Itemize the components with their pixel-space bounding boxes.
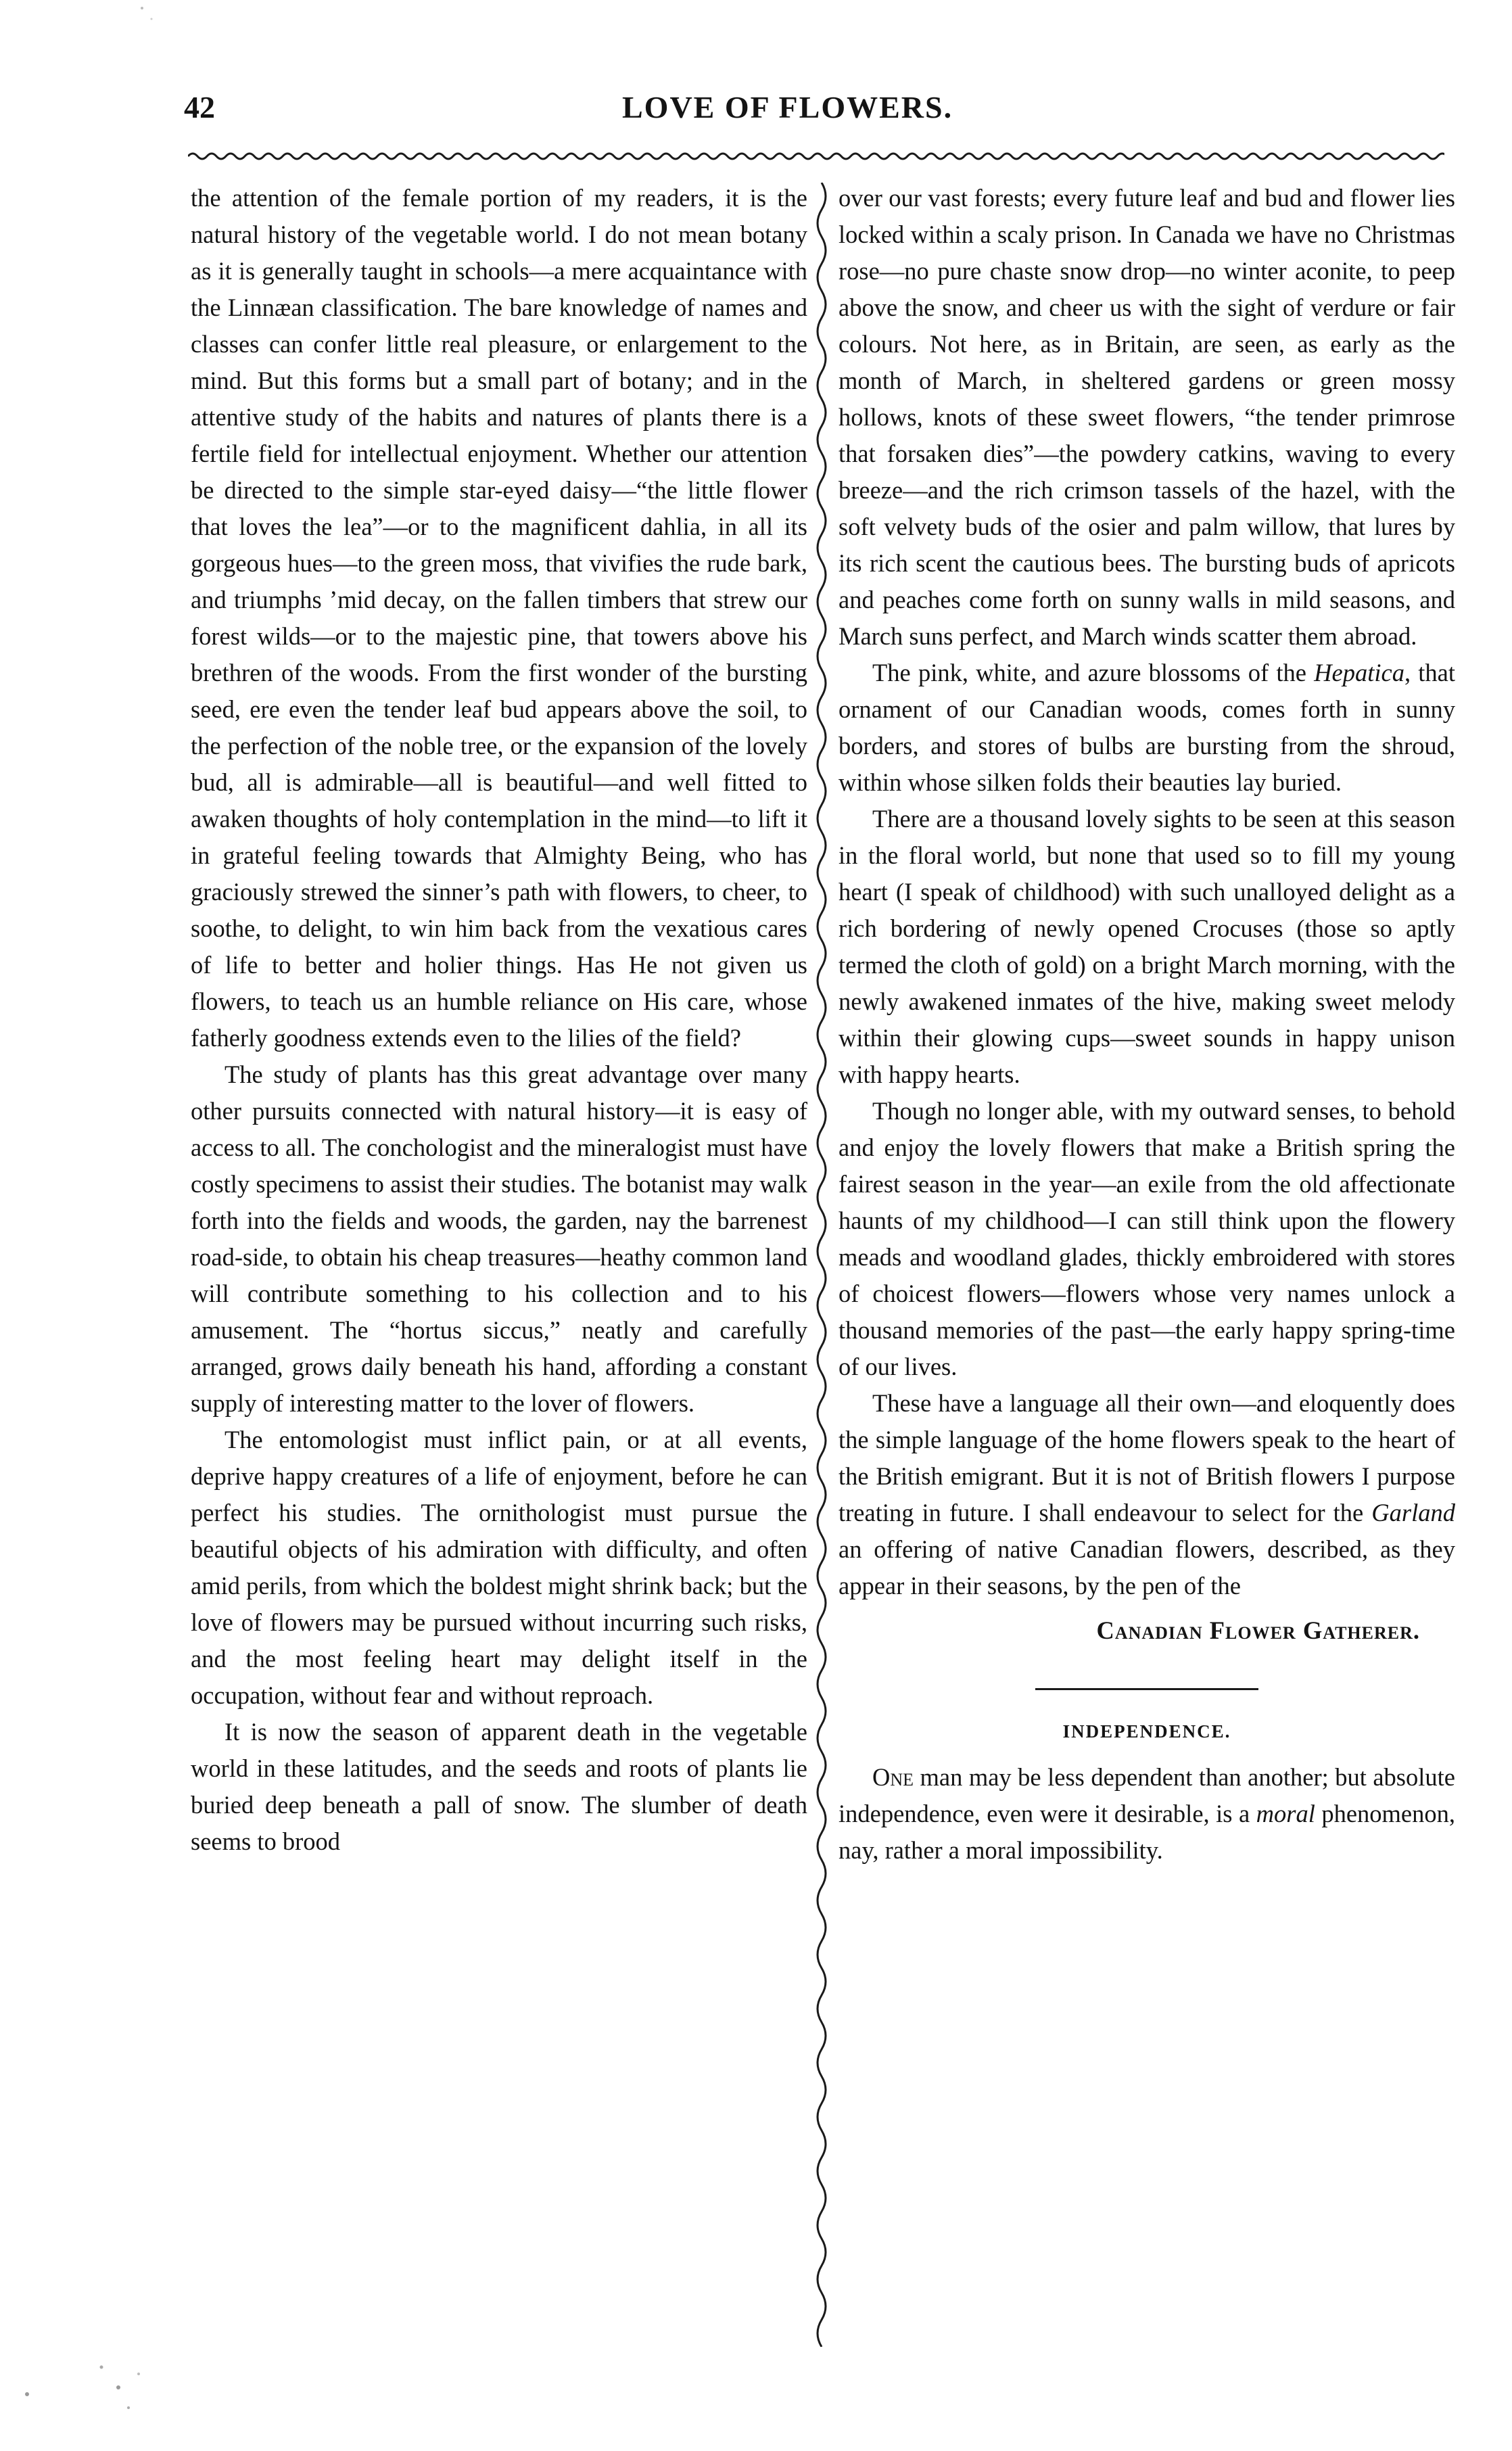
wavy-column-divider xyxy=(809,183,834,2347)
right-paragraph-2 xyxy=(838,655,1455,801)
text-run: The pink, white, and azure blossoms of the xyxy=(872,659,1315,686)
paper-speck-decoration xyxy=(128,0,169,41)
text-run: These have a language all their own—and eloquently does the simple language of the home flowers speak to the heart of the British emigrant. But it is not of British flowers I purpose treating in future. I shall endeavour to select for the xyxy=(838,1389,1455,1526)
right-paragraph-4: Though no longer able, with my outward senses, to behold and enjoy the lovely flowers that make a British spring the fairest season in the year—an exile from the old affectionate haunts of my childhood—I can still think upon the flowery meads and woodland glades, thickly embroidered with stores of choicest flowers—flowers whose very names unlock a thousand memories of the past—the early happy spring-time of our lives. xyxy=(838,1097,1455,1380)
left-paragraph-4: It is now the season of apparent death in the vegetable world in these latitudes, and the seeds and roots of plants lie buried deep beneath a pall of snow. The slumber of death seems to brood xyxy=(191,1718,807,1855)
paper-speck-decoration xyxy=(0,2313,162,2448)
small-caps-lead: One xyxy=(872,1763,914,1791)
text-run: man may be less dependent than another; but absolute independence, even were it desirable, is a xyxy=(838,1763,1455,1827)
right-paragraph-6 xyxy=(838,1759,1455,1869)
left-paragraph-3: The entomologist must inflict pain, or at all events, deprive happy creatures of a life of enjoyment, before he can perfect his studies. The ornithologist must pursue the beautiful objects of his admiration with difficulty, and often amid perils, from which the boldest might shrink back; but the love of flowers may be pursued without incurring such risks, and the most feeling heart may delight itself in the occupation, without fear and without reproach. xyxy=(191,1426,807,1709)
left-paragraph-2: The study of plants has this great advantage over many other pursuits connected with natural history—it is easy of access to all. The conchologist and the mineralogist must have costly specimens to assist their studies. The botanist may walk forth into the fields and woods, the garden, nay the barrenest road-side, to obtain his cheap treasures—heathy common land will contribute something to his collection and to his amusement. The “hortus siccus,” neatly and carefully arranged, grows daily beneath his hand, affording a constant supply of interesting matter to the lover of flowers. xyxy=(191,1060,807,1417)
text-run: an offering of native Canadian flowers, described, as they appear in their seasons, by the pen of the xyxy=(838,1535,1455,1600)
italic-term: Hepatica xyxy=(1314,659,1404,686)
left-column xyxy=(191,180,807,1860)
italic-term: Garland xyxy=(1371,1499,1455,1526)
section-rule xyxy=(1035,1688,1258,1690)
section-heading: INDEPENDENCE. xyxy=(1062,1721,1231,1742)
author-signature: Canadian Flower Gatherer. xyxy=(1096,1616,1420,1644)
right-paragraph-5 xyxy=(838,1385,1455,1604)
italic-term: moral xyxy=(1256,1800,1315,1827)
text-run: , that ornament of our Canadian woods, comes forth in sunny borders, and stores of bulbs are bursting from the shroud, within whose silken folds their beauties lay buried. xyxy=(838,659,1456,796)
page-number: 42 xyxy=(184,90,215,124)
wavy-header-rule xyxy=(188,149,1444,164)
text-run: phenomenon, nay, rather a moral impossibility. xyxy=(838,1800,1456,1864)
right-paragraph-1: over our vast forests; every future leaf and bud and flower lies locked within a scaly prison. In Canada we have no Christmas rose—no pure chaste snow drop—no winter aconite, to peep above the snow, and cheer us with the sight of verdure or fair colours. Not here, as in Britain, are seen, as early as the month of March, in sheltered gardens or green mossy hollows, knots of these sweet flowers, “the tender primrose that forsaken dies”—the powdery catkins, waving to every breeze—and the rich crimson tassels of the hazel, with the soft velvety buds of the osier and palm willow, that lures by its rich scent the cautious bees. The bursting buds of apricots and peaches come forth on sunny walls in mild seasons, and March suns perfect, and March winds scatter them abroad. xyxy=(838,184,1455,650)
running-head: LOVE OF FLOWERS. xyxy=(622,90,953,124)
left-paragraph-1: the attention of the female portion of my readers, it is the natural history of the vegetable world. I do not mean botany as it is generally taught in schools—a mere acquaintance with the Linnæan classification. The bare knowledge of names and classes can confer little real pleasure, or enlargement to the mind. But this forms but a small part of botany; and in the attentive study of the habits and natures of plants there is a fertile field for intellectual enjoyment. Whether our attention be directed to the simple star-eyed daisy—“the little flower that loves the lea”—or to the magnificent dahlia, in all its gorgeous hues—to the green moss, that vivifies the rude bark, and triumphs ’mid decay, on the fallen timbers that strew our forest wilds—or to the majestic pine, that towers above his brethren of the woods. From the first wonder of the bursting seed, ere even the tender leaf bud appears above the soil, to the perfection of the noble tree, or the expansion of the lovely bud, all is admirable—all is beautiful—and well fitted to awaken thoughts of holy contemplation in the mind—to lift it in grateful feeling towards that Almighty Being, who has graciously strewed the sinner’s path with flowers, to cheer, to soothe, to delight, to win him back from the vexatious cares of life to better and holier things. Has He not given us flowers, to teach us an humble reliance on His care, whose fatherly goodness extends even to the lilies of the field? xyxy=(191,184,807,1052)
right-paragraph-3: There are a thousand lovely sights to be seen at this season in the floral world, but none that used so to fill my young heart (I speak of childhood) with such unalloyed delight as a rich bordering of newly opened Crocuses (those so aptly termed the cloth of gold) on a bright March morning, with the newly awakened inmates of the hive, making sweet melody within their glowing cups—sweet sounds in happy unison with happy hearts. xyxy=(838,805,1455,1088)
right-column xyxy=(838,180,1455,1869)
